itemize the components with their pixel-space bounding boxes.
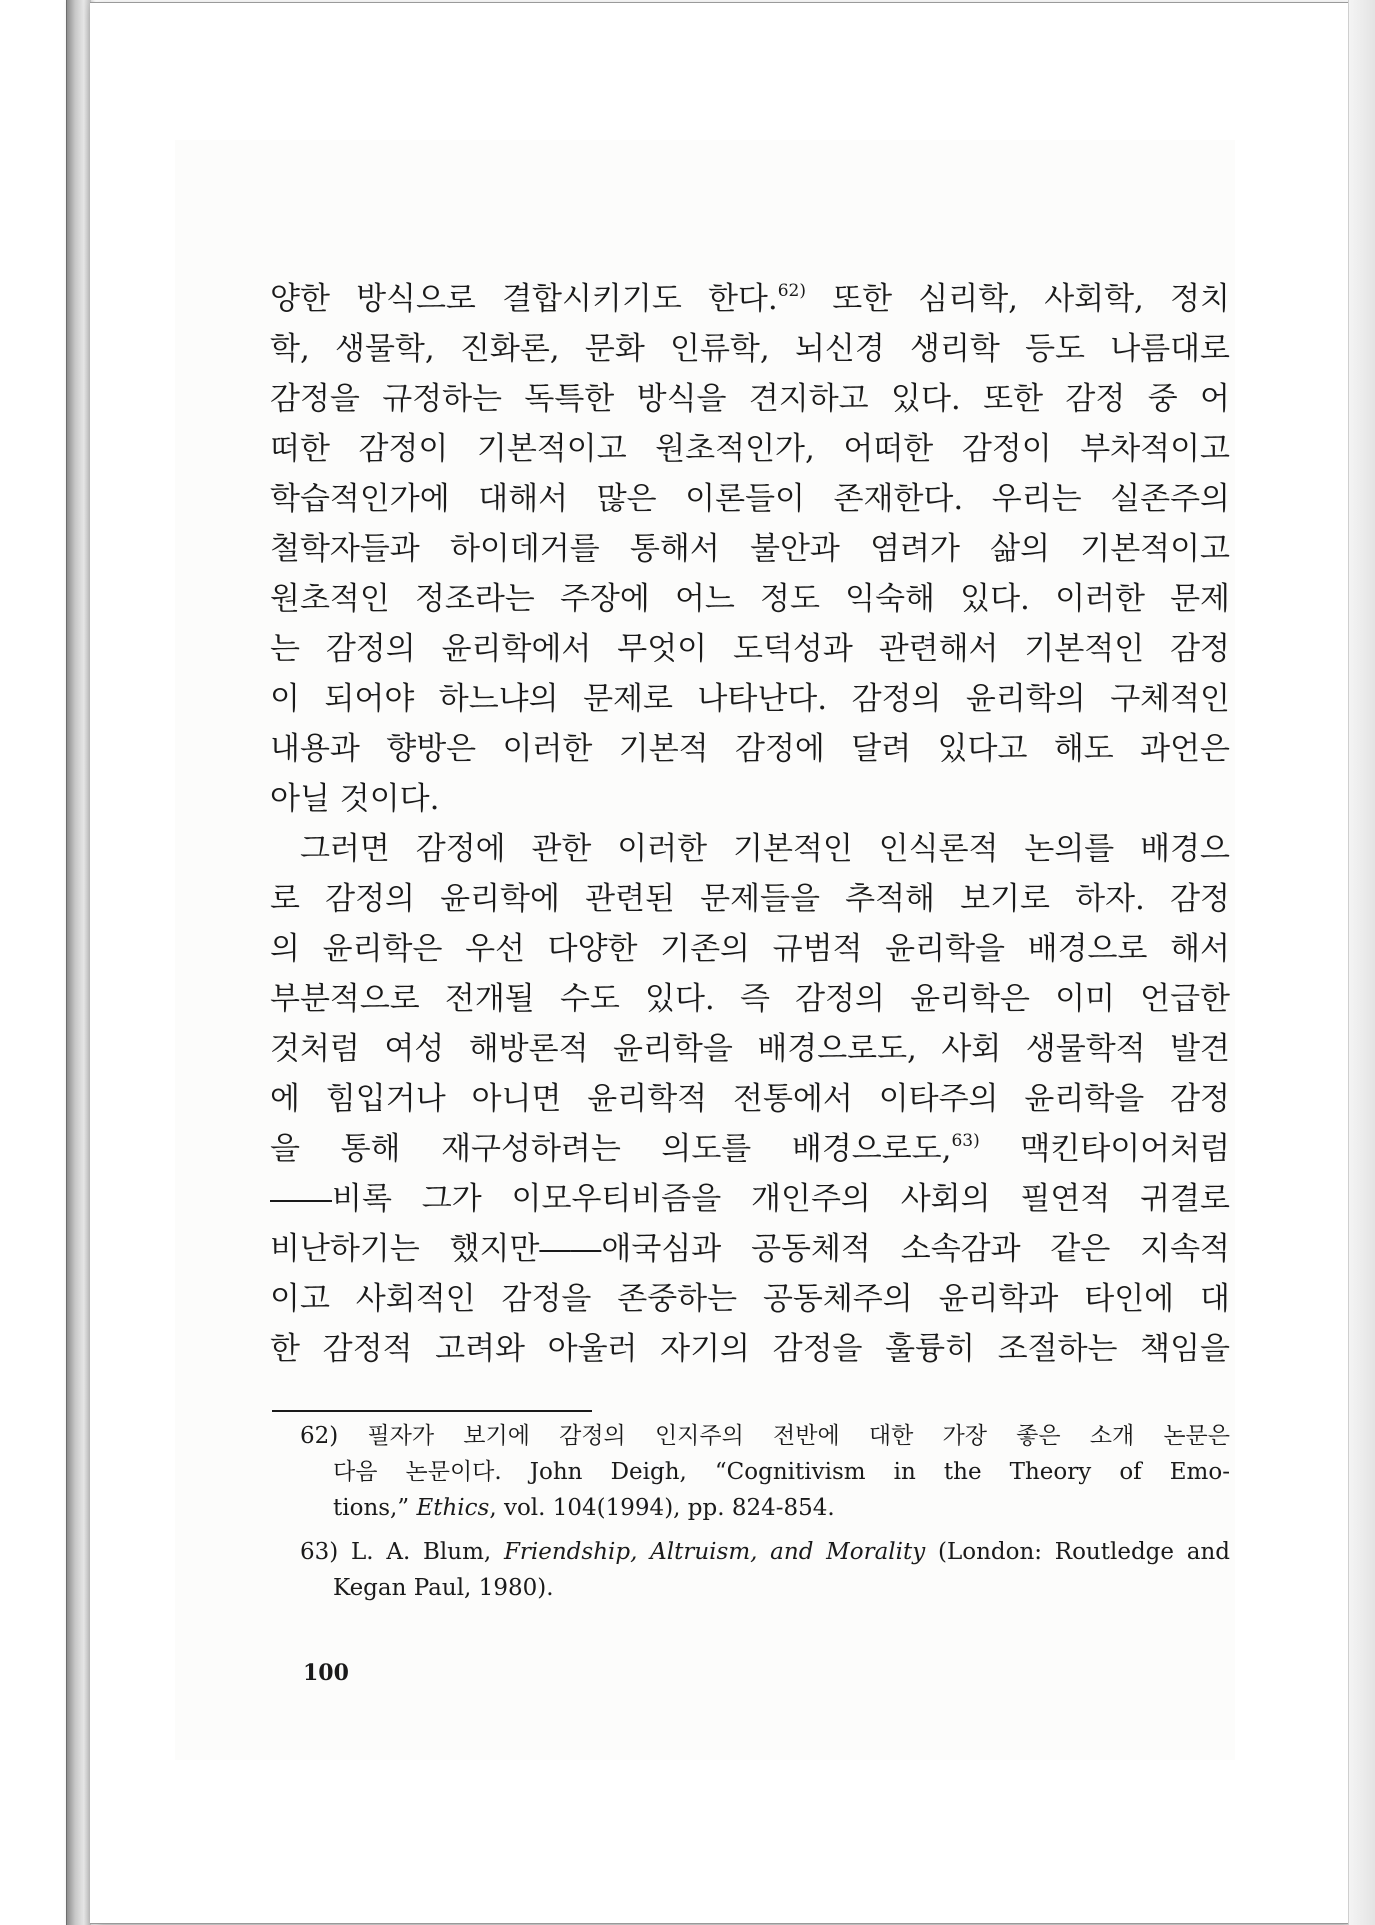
text-line: 떠한 감정이 기본적이고 원초적인가, 어떠한 감정이 부차적이고	[270, 431, 1230, 467]
text-line: 을 통해 재구성하려는 의도를 배경으로도,$^{63)}$ 맥킨타이어처럼	[270, 1131, 1230, 1167]
body-text	[270, 274, 1230, 1374]
text-line: 에 힘입거나 아니면 윤리학적 전통에서 이타주의 윤리학을 감정	[270, 1081, 1230, 1117]
text-line: 것처럼 여성 해방론적 윤리학을 배경으로도, 사회 생물학적 발견	[270, 1031, 1230, 1067]
footnotes	[300, 1418, 1230, 1606]
footnote-63: 63) L. A. Blum, Friendship, Altruism, and Morality (London: Routledge and	[300, 1539, 1231, 1565]
footnote-62: 62) 필자가 보기에 감정의 인지주의 전반에 대한 가장 좋은 소개 논문은	[300, 1423, 1230, 1449]
text-line: 로 감정의 윤리학에 관련된 문제들을 추적해 보기로 하자. 감정	[270, 881, 1230, 917]
text-line: 원초적인 정조라는 주장에 어느 정도 익숙해 있다. 이러한 문제	[270, 581, 1230, 617]
text-line: ――비록 그가 이모우티비즘을 개인주의 사회의 필연적 귀결로	[270, 1181, 1230, 1217]
footnote-ref-62[interactable]: 62)	[777, 281, 806, 301]
book-spine	[66, 0, 91, 1925]
text-line: 한 감정적 고려와 아울러 자기의 감정을 훌륭히 조절하는 책임을	[270, 1331, 1230, 1367]
page-right-edge	[1348, 0, 1375, 1925]
footnote-62-line: 다음 논문이다. John Deigh, “Cognitivism in the Theory of Emo-	[333, 1459, 1230, 1485]
text-line: 철학자들과 하이데거를 통해서 불안과 염려가 삶의 기본적이고	[270, 531, 1230, 567]
text-line: 학습적인가에 대해서 많은 이론들이 존재한다. 우리는 실존주의	[270, 481, 1230, 517]
footnote-ref-63[interactable]: 63)	[951, 1131, 980, 1151]
text-line: 이 되어야 하느냐의 문제로 나타난다. 감정의 윤리학의 구체적인	[270, 681, 1230, 717]
text-line: 부분적으로 전개될 수도 있다. 즉 감정의 윤리학은 이미 언급한	[270, 981, 1230, 1017]
book-title: Friendship, Altruism, and Morality	[503, 1539, 926, 1565]
text-line: 는 감정의 윤리학에서 무엇이 도덕성과 관련해서 기본적인 감정	[270, 631, 1230, 667]
text-line: 의 윤리학은 우선 다양한 기존의 규범적 윤리학을 배경으로 해서	[270, 931, 1230, 967]
text-line: 양한 방식으로 결합시키기도 한다.$^{62)}$ 또한 심리학, 사회학, 정치	[270, 281, 1230, 317]
footnote-63-line: Kegan Paul, 1980).	[333, 1575, 554, 1601]
text-line: 이고 사회적인 감정을 존중하는 공동체주의 윤리학과 타인에 대	[270, 1281, 1230, 1317]
text-line: 비난하기는 했지만――애국심과 공동체적 소속감과 같은 지속적	[270, 1231, 1230, 1267]
text-line: 감정을 규정하는 독특한 방식을 견지하고 있다. 또한 감정 중 어	[270, 381, 1230, 417]
text-line: 그러면 감정에 관한 이러한 기본적인 인식론적 논의를 배경으	[300, 831, 1230, 867]
footnote-divider	[272, 1410, 592, 1412]
text-line: 내용과 향방은 이러한 기본적 감정에 달려 있다고 해도 과언은	[270, 731, 1230, 767]
text-line: 아닐 것이다.	[270, 781, 440, 817]
text-line: 학, 생물학, 진화론, 문화 인류학, 뇌신경 생리학 등도 나름대로	[270, 331, 1230, 367]
journal-title: Ethics	[416, 1495, 490, 1521]
footnote-62-line: tions,” Ethics, vol. 104(1994), pp. 824-854.	[333, 1495, 835, 1521]
page-number: 100	[303, 1660, 349, 1686]
